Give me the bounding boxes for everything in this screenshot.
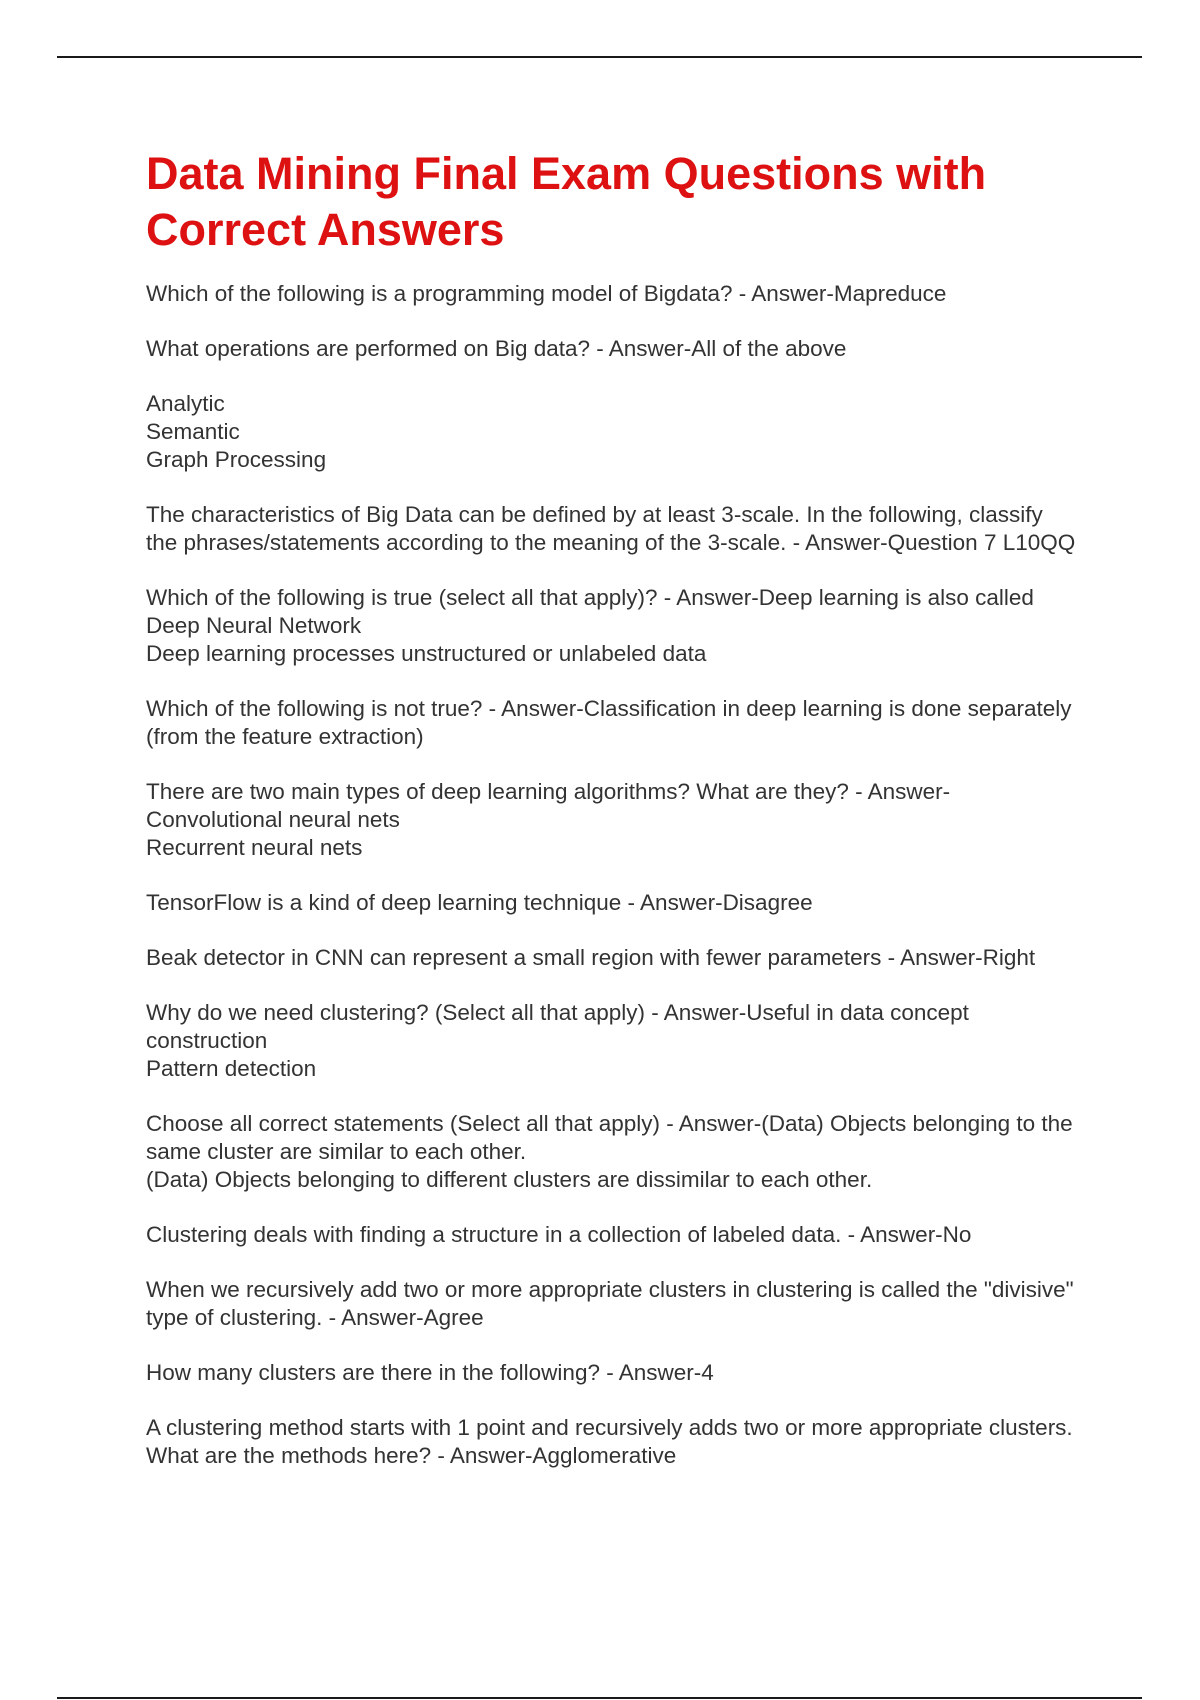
qa-line: (Data) Objects belonging to different clusters are dissimilar to each other.	[146, 1167, 873, 1192]
qa-line: What operations are performed on Big data? - Answer-All of the above	[146, 336, 847, 361]
qa-line: The characteristics of Big Data can be defined by at least 3-scale. In the following, classify the phrases/statements according to the meaning of the 3-scale. - Answer-Question 7 L10QQ	[146, 502, 1076, 555]
qa-line: Pattern detection	[146, 1056, 317, 1081]
qa-line: There are two main types of deep learning algorithms? What are they? - Answer-Convolutional neural nets	[146, 779, 951, 832]
qa-line: Choose all correct statements (Select all that apply) - Answer-(Data) Objects belonging to the same cluster are similar to each other.	[146, 1111, 1073, 1164]
qa-item	[146, 280, 1076, 308]
qa-item	[146, 695, 1076, 751]
qa-item	[146, 778, 1076, 862]
qa-line: Which of the following is a programming model of Bigdata? - Answer-Mapreduce	[146, 281, 947, 306]
qa-line: When we recursively add two or more appropriate clusters in clustering is called the "divisive" type of clustering. - Answer-Agree	[146, 1277, 1074, 1330]
qa-line: Deep learning processes unstructured or unlabeled data	[146, 641, 707, 666]
qa-item	[146, 1221, 1076, 1249]
qa-item	[146, 999, 1076, 1083]
qa-item	[146, 1276, 1076, 1332]
top-rule	[57, 56, 1142, 58]
qa-line: A clustering method starts with 1 point and recursively adds two or more appropriate clusters. What are the methods here? - Answer-Agglomerative	[146, 1415, 1073, 1468]
qa-line: Why do we need clustering? (Select all that apply) - Answer-Useful in data concept construction	[146, 1000, 969, 1053]
qa-item	[146, 501, 1076, 557]
qa-line: TensorFlow is a kind of deep learning technique - Answer-Disagree	[146, 890, 813, 915]
document-title: Data Mining Final Exam Questions with Correct Answers	[146, 148, 987, 255]
qa-item	[146, 1110, 1076, 1194]
qa-item	[146, 335, 1076, 363]
qa-line: Analytic	[146, 391, 225, 416]
qa-line: How many clusters are there in the following? - Answer-4	[146, 1360, 714, 1385]
qa-item	[146, 1414, 1076, 1470]
qa-item	[146, 1359, 1076, 1387]
document-body	[146, 146, 1076, 1497]
qa-line: Clustering deals with finding a structure in a collection of labeled data. - Answer-No	[146, 1222, 972, 1247]
qa-line: Semantic	[146, 419, 240, 444]
qa-line: Graph Processing	[146, 447, 327, 472]
qa-item	[146, 584, 1076, 668]
qa-line: Beak detector in CNN can represent a small region with fewer parameters - Answer-Right	[146, 945, 1036, 970]
qa-item	[146, 390, 1076, 474]
bottom-rule	[57, 1697, 1142, 1699]
qa-item	[146, 889, 1076, 917]
qa-line: Which of the following is true (select all that apply)? - Answer-Deep learning is also called Deep Neural Network	[146, 585, 1034, 638]
qa-line: Recurrent neural nets	[146, 835, 363, 860]
qa-item	[146, 944, 1076, 972]
qa-line: Which of the following is not true? - Answer-Classification in deep learning is done separately (from the feature extraction)	[146, 696, 1072, 749]
